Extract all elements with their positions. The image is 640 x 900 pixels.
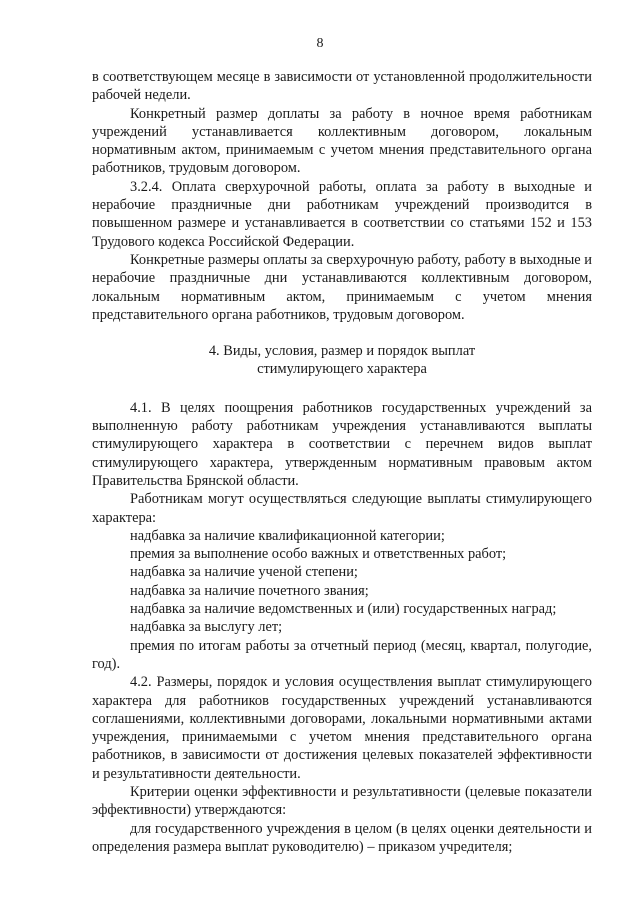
paragraph-overtime-pay: 3.2.4. Оплата сверхурочной работы, оплата за работу в выходные и нерабочие праздничные дни работникам учреждений производится в повышенном размере и устанавливается в соответствии со статьями 152 и 153 Трудового кодекса Российской Федерации. — [92, 178, 592, 250]
paragraph-4-1: 4.1. В целях поощрения работников государственных учреждений за выполненную работу работникам учреждения устанавливаются выплаты стимулирующего характера в соответствии с перечнем видов выплат стимулирующего характера, утвержденным нормативным правовым актом Правительства Брянской области. — [92, 399, 592, 489]
list-item: надбавка за наличие почетного звания; — [130, 582, 369, 599]
list-item: надбавка за наличие ведомственных и (или) государственных наград; — [130, 601, 557, 618]
paragraph-night-work-pay: Конкретный размер доплаты за работу в ночное время работникам учреждений устанавливается коллективным договором, локальным нормативным актом, принимаемым с учетом мнения представительного органа работников, трудовым договором. — [92, 105, 592, 177]
document-body — [92, 68, 592, 856]
section-heading-line-2: стимулирующего характера — [257, 361, 427, 378]
paragraph-4-2: 4.2. Размеры, порядок и условия осуществления выплат стимулирующего характера для работников государственных учреждений устанавливаются соглашениями, коллективными договорами, локальными нормативными актами учреждения, принимаемыми с учетом мнения представительного органа работников, в зависимости от достижения целевых показателей эффективности и результативности деятельности. — [92, 674, 592, 782]
list-item: надбавка за наличие ученой степени; — [130, 564, 358, 581]
list-item: надбавка за наличие квалификационной категории; — [130, 527, 445, 544]
paragraph-overtime-amounts: Конкретные размеры оплаты за сверхурочную работу, работу в выходные и нерабочие праздничные дни устанавливаются коллективным договором, локальным нормативным актом, принимаемым с учетом мнения представительного органа работников, трудовым договором. — [92, 251, 592, 323]
paragraph-criteria: Критерии оценки эффективности и результативности (целевые показатели эффективности) утверждаются: — [92, 783, 592, 819]
paragraph-payments-intro: Работникам могут осуществляться следующие выплаты стимулирующего характера: — [92, 491, 592, 526]
payments-list — [92, 527, 592, 673]
paragraph-working-week: в соответствующем месяце в зависимости от установленной продолжительности рабочей недели. — [92, 69, 592, 104]
list-item: премия за выполнение особо важных и ответственных работ; — [130, 546, 507, 563]
list-item: надбавка за выслугу лет; — [130, 619, 283, 636]
paragraph-institution-criteria: для государственного учреждения в целом (в целях оценки деятельности и определения размера выплат руководителю) – приказом учредителя; — [92, 820, 592, 855]
section-heading — [92, 342, 592, 379]
list-item: премия по итогам работы за отчетный период (месяц, квартал, полугодие, год). — [92, 637, 592, 672]
section-heading-line-1: 4. Виды, условия, размер и порядок выплат — [208, 343, 476, 360]
page-number: 8 — [316, 36, 324, 51]
